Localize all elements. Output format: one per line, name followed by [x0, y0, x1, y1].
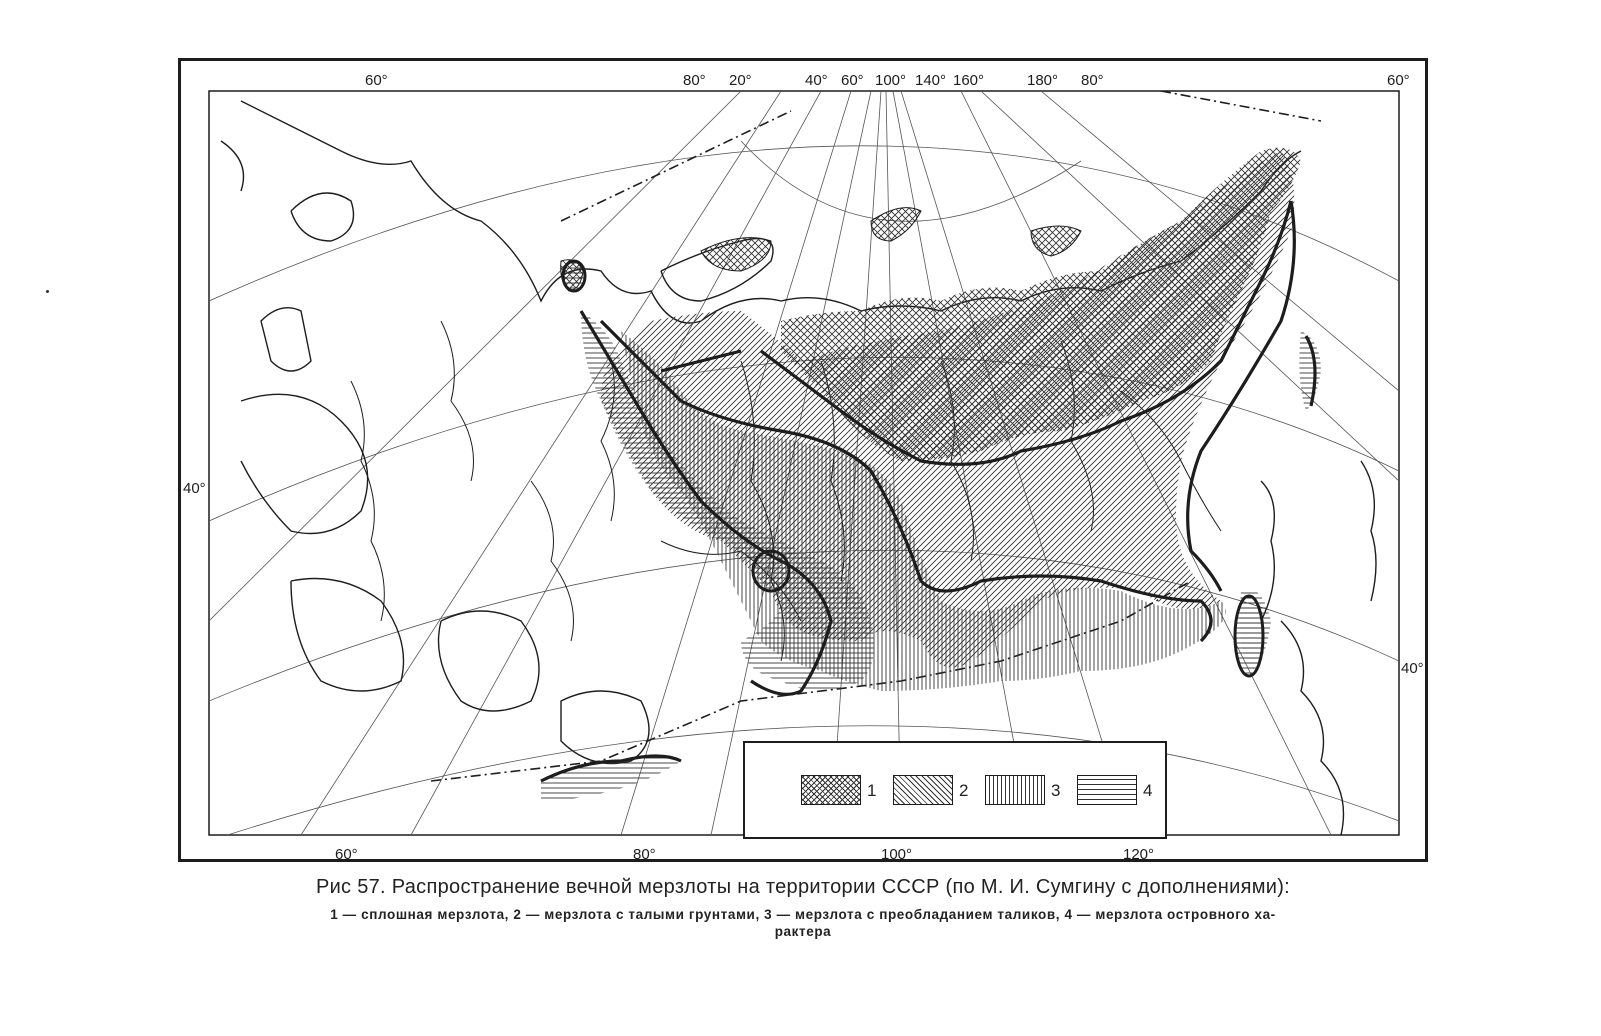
top-label-2: 20° [729, 72, 752, 89]
top-label-7: 160° [953, 72, 985, 89]
top-label-0: 60° [365, 72, 388, 89]
bottom-label-3: 120° [1123, 846, 1155, 859]
top-label-3: 40° [805, 72, 828, 89]
figure-caption-legend [178, 906, 1428, 940]
top-degree-labels [365, 72, 1410, 89]
legend-number-2: 2 [959, 781, 969, 800]
top-label-8: 180° [1027, 72, 1059, 89]
legend-swatch-horizontal-hatch [1077, 775, 1137, 805]
top-label-9: 80° [1081, 72, 1104, 89]
caption-legend-line-1: 1 — сплошная мерзлота, 2 — мерзлота с талыми грунтами, 3 — мерзлота с преобладанием таликов, 4 — мерзлота островного ха- [330, 907, 1276, 922]
permafrost-map [181, 61, 1425, 859]
legend-number-1: 1 [867, 781, 877, 800]
legend-number-4: 4 [1143, 781, 1153, 800]
top-label-4: 60° [841, 72, 864, 89]
legend-box [743, 741, 1167, 839]
zone-1-area [781, 148, 1301, 461]
map-content [209, 91, 1399, 841]
bottom-label-1: 80° [633, 846, 656, 859]
figure-caption-title: Рис 57. Распространение вечной мерзлоты на территории СССР (по М. И. Сумгину с дополнениями): [315, 876, 1291, 898]
right-degree-label: 40° [1401, 660, 1424, 677]
top-label-6: 140° [915, 72, 947, 89]
legend-swatch-vertical-hatch [985, 775, 1045, 805]
stray-dot [46, 290, 49, 293]
legend-swatch-cross-hatch [801, 775, 861, 805]
top-label-10: 60° [1387, 72, 1410, 89]
zone-1-island-novaya-zemlya [871, 208, 921, 241]
bottom-label-2: 100° [881, 846, 913, 859]
map-frame [178, 58, 1428, 862]
top-label-1: 80° [683, 72, 706, 89]
zone-1-island-east [1031, 226, 1081, 256]
legend-swatch-diagonal-hatch [893, 775, 953, 805]
zone-1-island-north [701, 238, 771, 271]
bottom-label-0: 60° [335, 846, 358, 859]
bottom-degree-labels [335, 846, 1154, 859]
caption-legend-line-2: рактера [774, 924, 832, 939]
top-label-5: 100° [875, 72, 907, 89]
legend-number-3: 3 [1051, 781, 1061, 800]
left-degree-label: 40° [183, 480, 206, 497]
